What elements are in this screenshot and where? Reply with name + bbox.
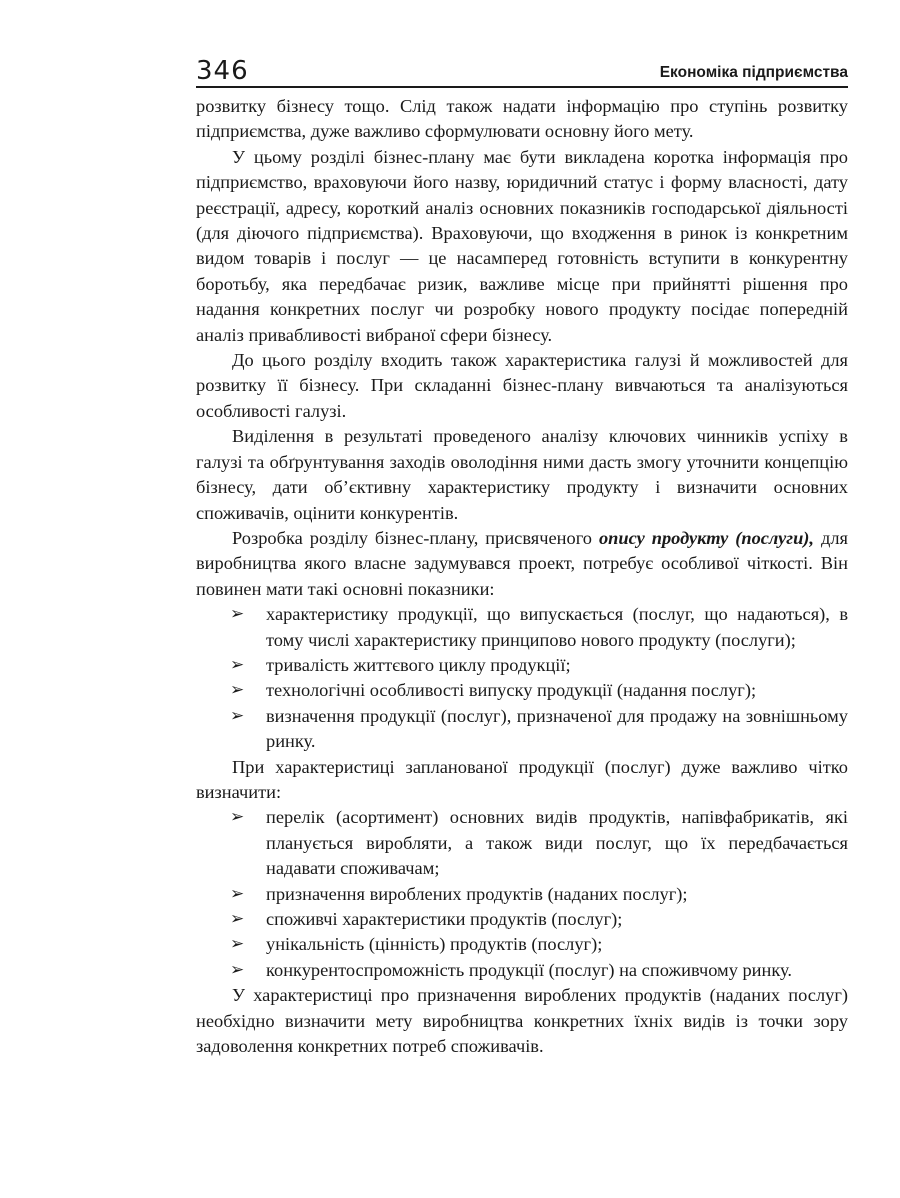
arrow-bullet-icon: ➢ xyxy=(230,604,245,625)
list-item xyxy=(230,907,848,932)
list-item xyxy=(230,932,848,957)
paragraph: У цьому розділі бізнес-плану має бути викладена коротка інформація про підприємство, враховуючи його назву, юридичний статус і форму власності, дату реєстрації, адресу, короткий аналіз основних показників господарської діяльності (для діючого підприємства). Враховуючи, що входження в ринок із конкретним видом товарів і послуг — це насамперед готовність вступити в конкурентну боротьбу, яка передбачає ризик, важливе місце при прийнятті рішення про надання конкретних послуг чи розробку нового продукту посідає попередній аналіз привабливості вибраної сфери бізнесу. xyxy=(196,146,848,345)
list-item xyxy=(230,678,848,703)
list-item xyxy=(230,602,848,653)
arrow-bullet-icon: ➢ xyxy=(230,680,245,701)
paragraph: При характеристиці запланованої продукції (послуг) дуже важливо чітко визначити: xyxy=(196,756,848,802)
paragraph: розвитку бізнесу тощо. Слід також надати інформацію про ступінь розвитку підприємства, дуже важливо сформулювати основну його мету. xyxy=(196,96,848,142)
list-item-text: характеристику продукції, що випускається (послуг, що надаються), в тому числі характеристику принципово нового продукту (послуги); xyxy=(266,604,848,650)
paragraph: Виділення в результаті проведеного аналізу ключових чинників успіху в галузі та обґрунтування заходів оволодіння ними дасть змогу уточнити концепцію бізнесу, дати об’єктивну характеристику продукту і визначити основних споживачів, оцінити конкурентів. xyxy=(196,426,848,523)
arrow-bullet-icon: ➢ xyxy=(230,934,245,955)
paragraph: До цього розділу входить також характеристика галузі й можливостей для розвитку її бізнесу. При складанні бізнес-плану вивчаються та аналізуються особливості галузі. xyxy=(196,350,848,421)
running-title: Економіка підприємства xyxy=(659,64,848,81)
arrow-bullet-icon: ➢ xyxy=(230,807,245,828)
list-item-text: конкурентоспроможність продукції (послуг) на споживчому ринку. xyxy=(266,959,792,980)
paragraph xyxy=(196,526,848,602)
list-item xyxy=(230,704,848,755)
paragraph-text: для виробництва якого власне задумувався проект, потребує особливої чіткості. Він повинен мати такі основні показники: xyxy=(196,527,848,599)
list-item-text: перелік (асортимент) основних видів продуктів, напівфабрикатів, які планується виробляти, а також види послуг, що їх передбачається надавати споживачам; xyxy=(266,807,848,879)
list-item-text: тривалість життєвого циклу продукції; xyxy=(266,654,571,675)
body-text xyxy=(196,94,848,1059)
list-item-text: призначення вироблених продуктів (наданих послуг); xyxy=(266,883,688,904)
arrow-bullet-icon: ➢ xyxy=(230,654,245,675)
book-page xyxy=(196,52,848,1059)
paragraph-text: Розробка розділу бізнес-плану, присвяченого xyxy=(232,527,599,548)
page-header xyxy=(196,52,848,88)
list-item-text: технологічні особливості випуску продукції (надання послуг); xyxy=(266,680,757,701)
list-item xyxy=(230,958,848,983)
emphasized-term: опису продукту (послуги), xyxy=(598,527,815,548)
arrow-bullet-icon: ➢ xyxy=(230,909,245,929)
list-item xyxy=(230,805,848,881)
arrow-bullet-icon: ➢ xyxy=(230,959,245,980)
list-item xyxy=(230,653,848,678)
page-number: 346 xyxy=(196,56,249,86)
list-item-text: визначення продукції (послуг), призначеної для продажу на зовнішньому ринку. xyxy=(266,705,848,752)
paragraph: У характеристиці про призначення вироблених продуктів (наданих послуг) необхідно визначити мету виробництва конкретних їхніх видів із точки зору задоволення конкретних потреб споживачів. xyxy=(196,985,848,1057)
bullet-list xyxy=(196,602,848,754)
bullet-list xyxy=(196,805,848,983)
arrow-bullet-icon: ➢ xyxy=(230,705,245,726)
list-item-text: унікальність (цінність) продуктів (послуг); xyxy=(266,934,603,955)
list-item-text: споживчі характеристики продуктів (послуг); xyxy=(266,909,623,929)
list-item xyxy=(230,882,848,907)
arrow-bullet-icon: ➢ xyxy=(230,883,245,904)
